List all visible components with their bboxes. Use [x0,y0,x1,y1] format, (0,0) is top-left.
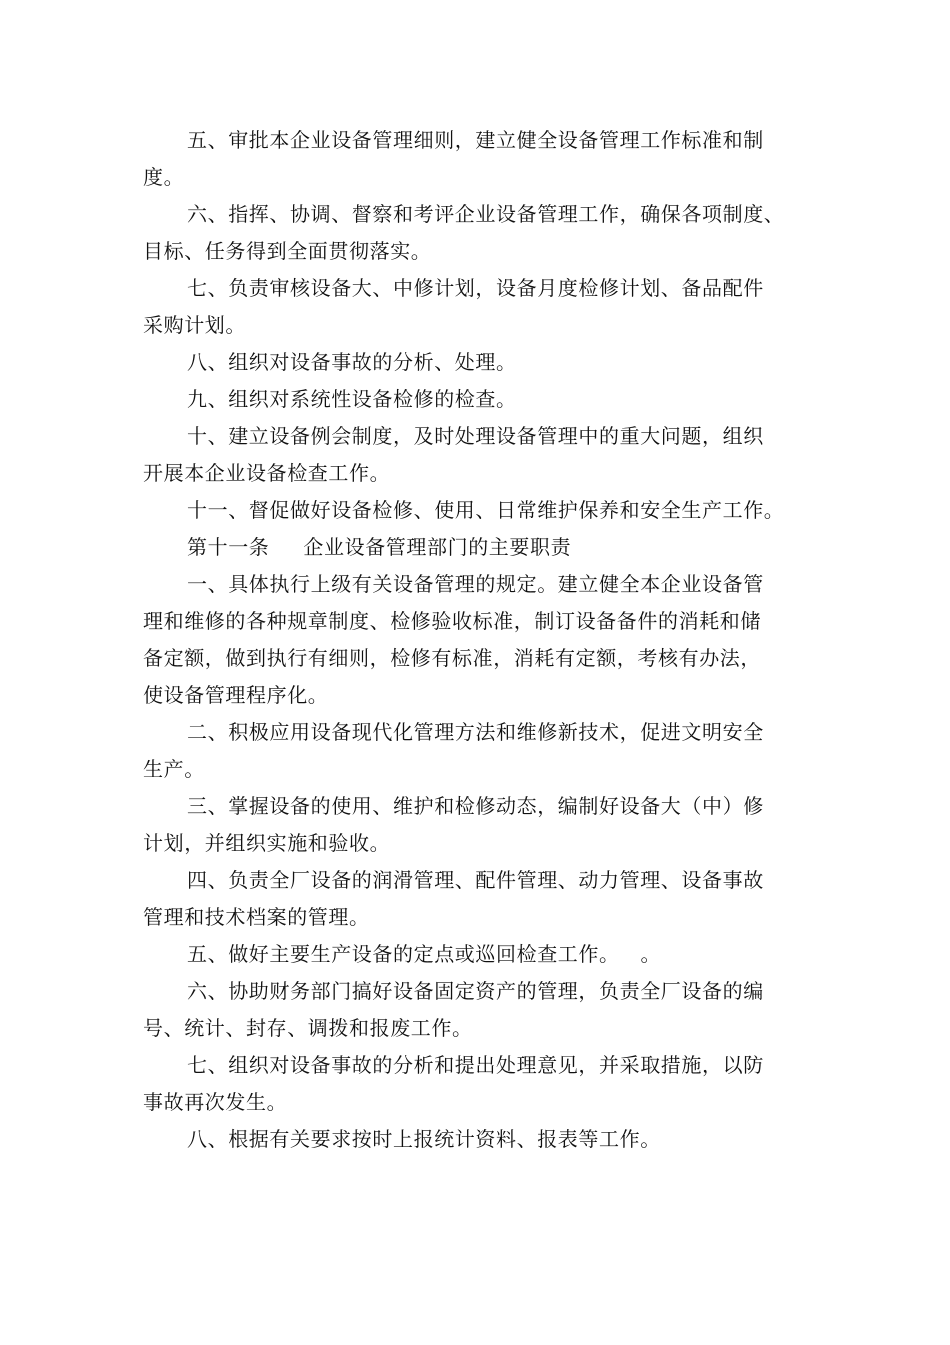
paragraph-line: 目标、任务得到全面贯彻落实。 [143,239,432,263]
paragraph-line: 五、审批本企业设备管理细则，建立健全设备管理工作标准和制 [187,128,764,152]
paragraph-line: 备定额，做到执行有细则，检修有标准，消耗有定额，考核有办法， [143,646,761,670]
paragraph-line: 管理和技术档案的管理。 [143,905,370,929]
paragraph-line: 采购计划。 [143,313,246,337]
paragraph-line: 三、掌握设备的使用、维护和检修动态，编制好设备大（中）修 [187,794,764,818]
article-title: 企业设备管理部门的主要职责 [303,535,572,559]
paragraph-line: 七、组织对设备事故的分析和提出处理意见，并采取措施，以防 [187,1053,764,1077]
article-heading-line [187,535,571,559]
paragraph-line: 事故再次发生。 [143,1090,288,1114]
paragraph-line: 理和维修的各种规章制度、检修验收标准，制订设备备件的消耗和储 [143,609,761,633]
paragraph-line: 六、协助财务部门搞好设备固定资产的管理，负责全厂设备的编 [187,979,764,1003]
paragraph-line: 开展本企业设备检查工作。 [143,461,391,485]
paragraph-line: 使设备管理程序化。 [143,683,329,707]
paragraph-line: 四、负责全厂设备的润滑管理、配件管理、动力管理、设备事故 [187,868,764,892]
paragraph-line: 八、组织对设备事故的分析、处理。 [187,350,517,374]
paragraph-line: 号、统计、封存、调拨和报废工作。 [143,1016,473,1040]
paragraph-line: 生产。 [143,757,205,781]
paragraph-line: 五、做好主要生产设备的定点或巡回检查工作。 。 [187,942,662,966]
paragraph-line: 七、负责审核设备大、中修计划，设备月度检修计划、备品配件 [187,276,764,300]
paragraph-line: 度。 [143,165,185,189]
paragraph-line: 二、积极应用设备现代化管理方法和维修新技术，促进文明安全 [187,720,764,744]
paragraph-line: 十一、督促做好设备检修、使用、日常维护保养和安全生产工作。 [187,498,785,522]
paragraph-line: 计划，并组织实施和验收。 [143,831,391,855]
paragraph-line: 六、指挥、协调、督察和考评企业设备管理工作，确保各项制度、 [187,202,785,226]
paragraph-line: 十、建立设备例会制度，及时处理设备管理中的重大问题，组织 [187,424,764,448]
paragraph-line: 一、具体执行上级有关设备管理的规定。建立健全本企业设备管 [187,572,764,596]
article-number: 第十一条 [187,535,270,559]
paragraph-line: 九、组织对系统性设备检修的检查。 [187,387,517,411]
paragraph-line: 八、根据有关要求按时上报统计资料、报表等工作。 [187,1127,661,1151]
